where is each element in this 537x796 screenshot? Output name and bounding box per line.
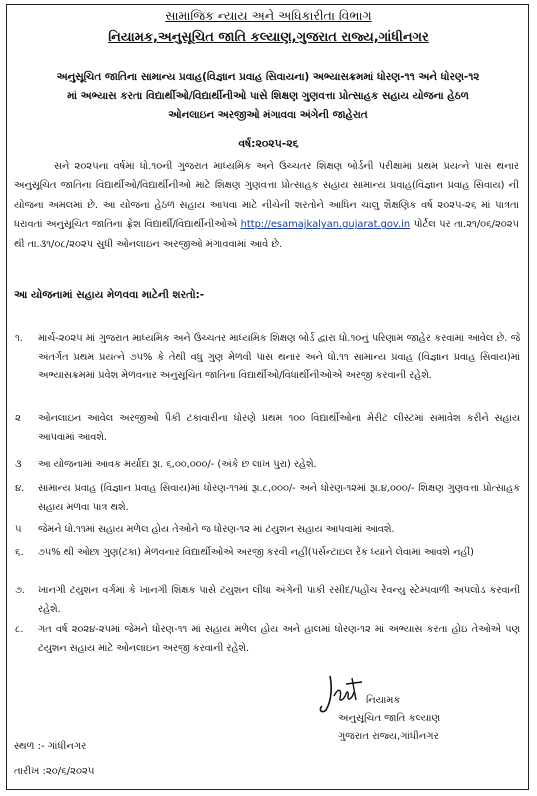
condition-number: ૬.	[15, 547, 24, 558]
condition-number: ૮.	[15, 624, 24, 635]
signatory-location: ગુજરાત રાજ્ય,ગાંધીનગર	[338, 731, 439, 742]
condition-text: ગત વર્ષ ૨૦૨૪-૨૫માં જેમને ધોરણ-૧૧ માં સહાય મળેલ હોય અને હાલમાં ધોરણ-૧૨ માં અભ્યાસ કરતા હોઇ તેઓએ પણ ટયુશન સહાય માટે ઓનલાઇન અરજી કરવાની રહેશે.	[38, 624, 520, 654]
condition-text: આ યોજનામાં આવક મર્યાદા રૂા. ૬,૦૦,૦૦૦/- (અંકે છ લાખ પુરા) રહેશે.	[38, 459, 317, 470]
condition-text: માર્ચ-૨૦૨૫ માં ગુજરાત માધ્યમિક અને ઉચ્ચતર માધ્યમિક શિક્ષણ બોર્ડ દ્વારા ધો.૧૦નું પરિણામ જાહેર કરવામાં આવેલ છે. જે અંતર્ગત પ્રથમ પ્રયત્ને ૭૫% કે તેથી વધુ ગુણ મેળવી પાસ થનાર અને ધો.૧૧ સામાન્ય પ્રવાહ (વિજ્ઞાન પ્રવાહ સિવાય)માં અભ્યાસક્રમમાં પ્રવેશ મેળવનાર અનુસૂચિત જાતિના વિદ્યાર્થીઓ/વિધાર્થીનીઓએ અરજી કરવાની રહેશે.	[38, 333, 520, 381]
signatory-title: નિયામક	[366, 695, 401, 706]
condition-text: ૭૫% થી ઓછા ગુણ(ટકા) મેળવનાર વિદ્યાર્થીઓએ અરજી કરવી નહીં(પર્સન્ટાઇલ રેંક ધ્યાને લેવામાં આવશે નહીં)	[38, 547, 474, 558]
date-line: તારીખ :૨૦/૬/૨૦૨૫	[14, 766, 95, 777]
condition-text: જેમને ધો.૧૧માં સહાય મળેલ હોય તેઓને જ ધોરણ-૧૨ માં ટયુશન સહાય આપવામાં આવશે.	[38, 524, 395, 535]
academic-year: વર્ષ:૨૦૨૫-૨૬	[238, 137, 299, 150]
condition-number: ૭.	[15, 585, 25, 596]
condition-number: ૧.	[15, 333, 23, 344]
department-name: સામાજિક ન્યાય અને અધિકારીતા વિભાગ	[165, 8, 372, 23]
condition-text: ખાનગી ટયુશન વર્ગમાં કે ખાનગી શિક્ષક પાસે ટયુશન લીધા અંગેની પાકી રસીદ/પહોંચ રેવન્યુ સ્ટેમ્પવાળી અપલોડ કરવાની રહેશે.	[38, 585, 520, 615]
condition-number: ૨	[15, 413, 21, 424]
signature-block	[338, 692, 440, 746]
condition-number: ૪.	[15, 483, 25, 494]
office-name: નિયામક,અનુસૂચિત જાતિ કલ્યાણ,ગુજરાત રાજ્ય,ગાંધીનગર	[108, 30, 429, 45]
condition-number: ૩	[15, 459, 22, 470]
place-line: સ્થળ :- ગાંધીનગર	[14, 741, 87, 752]
portal-link[interactable]: http://esamajkalyan.gujarat.gov.in	[240, 219, 411, 231]
subject-line-3: ઓનલાઇન અરજીઓ મંગાવવા અંગેની જાહેરાત	[168, 109, 368, 121]
condition-text: સામાન્ય પ્રવાહ (વિજ્ઞાન પ્રવાહ સિવાય)માં ધોરણ-૧૧માં રૂા.૮,૦૦૦/- અને ધોરણ-૧૨માં રૂા.૪,૦૦૦/- શિક્ષણ ગુણવત્તા પ્રોત્સાહક સહાય મળવા પાત્ર થશે.	[38, 483, 520, 513]
notice-subject	[18, 68, 518, 125]
signatory-office: અનુસૂચિત જાતિ કલ્યાણ	[338, 713, 441, 724]
intro-text-2: પોર્ટલ પર તા.૨૧/૦૬/૨૦૨૫ થી તા.૩૧/૦૮/૨૦૨૫ સુધી ઓનલાઇન અરજીઓ મંગાવવામાં આવે છે.	[14, 219, 519, 250]
intro-paragraph	[14, 157, 519, 254]
intro-text-1: સને ૨૦૨૫ના વર્ષમાં ધો.૧૦ની ગુજરાત માધ્યમિક અને ઉચ્ચતર શિક્ષણ બોર્ડની પરીક્ષામાં પ્રથમ પ્રયત્ને પાસ થનાર અનુસૂચિત જાતિના વિદ્યાર્થીઓ/વિદ્યાર્થીનીઓ માટે શિક્ષણ ગુણવત્તા પ્રોત્સાહક સહાય સામાન્ય પ્રવાહ(વિજ્ઞાન પ્રવાહ સિવાય) ની યોજના અમલમાં છે. આ યોજના હેઠળ સહાય આપવા માટે નીચેની શરતોને આધિન ચાલુ શૈક્ષણિક વર્ષ ૨૦૨૫-૨૬ માં પાત્રતા ધરાવતાં અનુસૂચિત જાતિના ફ્રેશ વિદ્યાર્થી/વિદ્યાર્થીનીઓએ	[14, 161, 519, 231]
condition-text: ઓનલાઇન આવેલ અરજીઓ પૈકી ટકાવારીના ધોરણે પ્રથમ ૧૦૦ વિદ્યાર્થીઓના મેરીટ લીસ્ટમાં સમાવેશ કરીને સહાય આપવામાં આવશે.	[38, 413, 520, 443]
subject-line-1: અનુસૂચિત જાતિના સામાન્ય પ્રવાહ(વિજ્ઞાન પ્રવાહ સિવાયના) અભ્યાસક્રમમાં ધોરણ-૧૧ અને ધોરણ-૧૨	[56, 71, 480, 83]
subject-line-2: માં અભ્યાસ કરતા વિદ્યાર્થીઓ/વિદ્યાર્થીનીઓ પાસે શિક્ષણ ગુણવત્તા પ્રોત્સાહક સહાય યોજના હેઠળ	[67, 90, 469, 102]
conditions-heading: આ યોજનામાં સહાય મેળવવા માટેની શરતો:-	[14, 289, 205, 301]
condition-number: ૫	[15, 524, 22, 535]
